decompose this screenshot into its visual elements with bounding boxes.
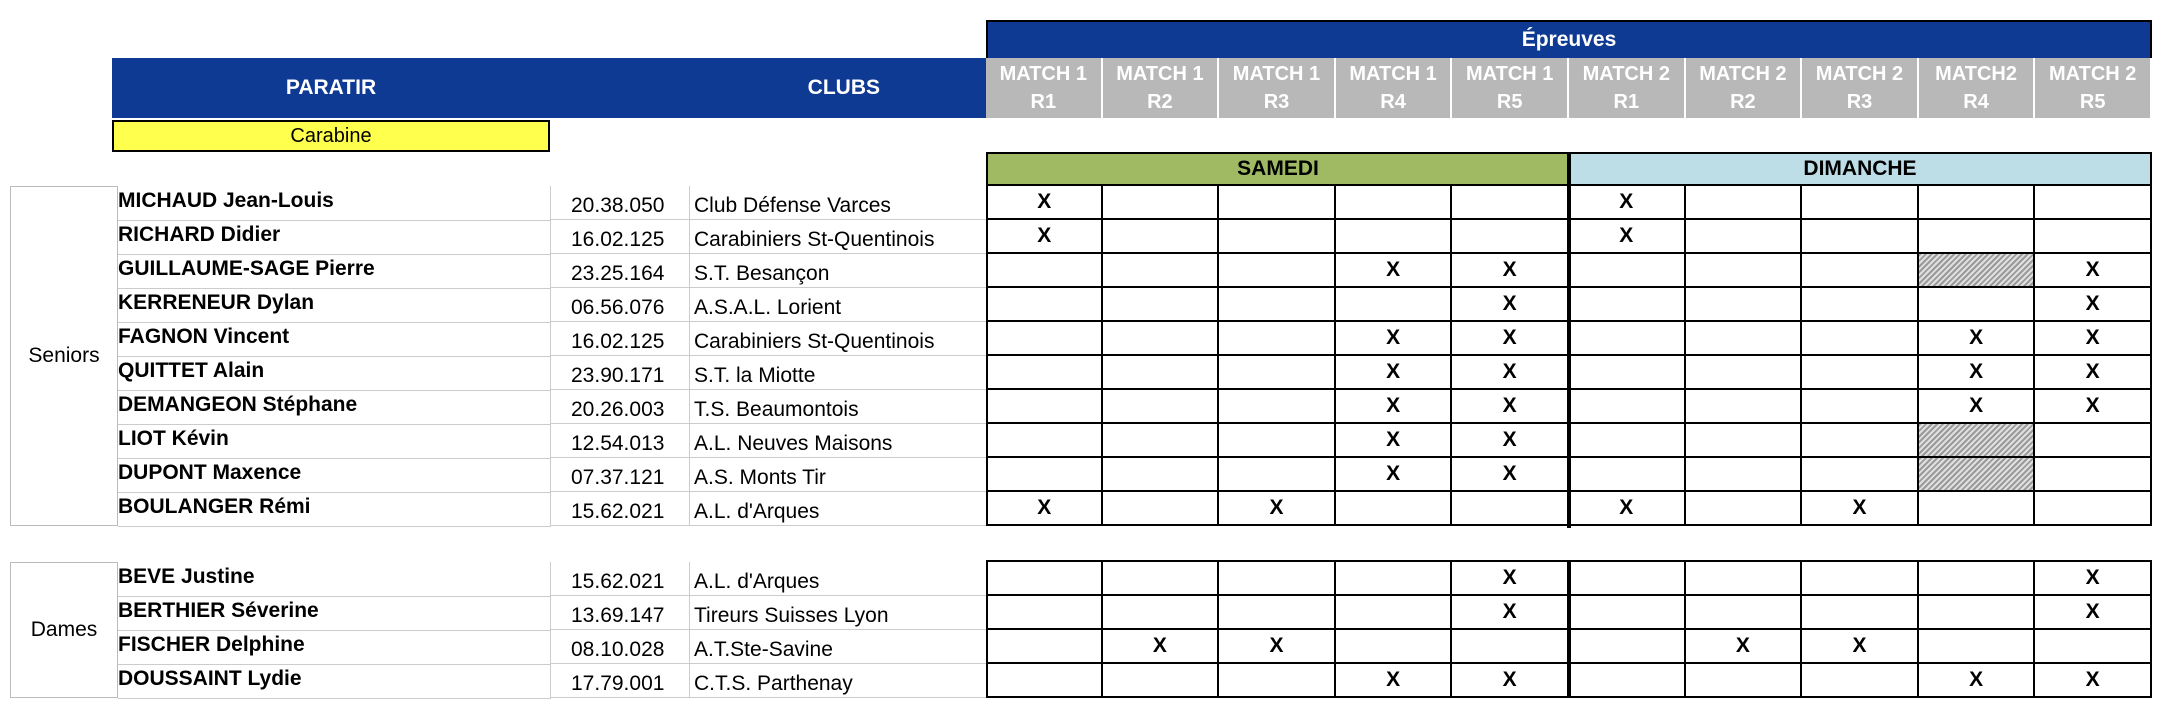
participant-name: DOUSSAINT Lydie [118, 664, 551, 699]
match-cell-6 [1569, 254, 1686, 288]
match-cell-3 [1219, 630, 1336, 664]
match-cell-9 [1919, 560, 2036, 596]
license-number: 16.02.125 [550, 220, 690, 254]
match-cell-3 [1219, 254, 1336, 288]
club-name: A.T.Ste-Savine [690, 630, 986, 664]
match-cell-2 [1103, 322, 1220, 356]
table-row [0, 254, 2168, 288]
match-cell-7 [1686, 458, 1803, 492]
day-divider-seniors [1567, 152, 1571, 528]
match-cell-1 [986, 220, 1103, 254]
match-cell-5 [1452, 630, 1569, 664]
attendance-mark: X [1386, 668, 1401, 691]
match-header-1 [986, 58, 1103, 118]
attendance-mark: X [1969, 668, 1984, 691]
license-number: 12.54.013 [550, 424, 690, 458]
participant-name: LIOT Kévin [118, 424, 551, 459]
table-row [0, 424, 2168, 458]
match-cell-8 [1802, 424, 1919, 458]
match-cell-2 [1103, 596, 1220, 630]
match-cell-8 [1802, 630, 1919, 664]
participant-name: BERTHIER Séverine [118, 596, 551, 631]
match-cell-1 [986, 630, 1103, 664]
participant-name: DUPONT Maxence [118, 458, 551, 493]
match-cell-6 [1569, 356, 1686, 390]
license-number: 23.25.164 [550, 254, 690, 288]
day-divider-dames [1567, 562, 1571, 698]
match-cell-6 [1569, 288, 1686, 322]
match-cell-3 [1219, 560, 1336, 596]
match-cell-4 [1336, 560, 1453, 596]
match-cell-1 [986, 356, 1103, 390]
match-cell-1 [986, 596, 1103, 630]
match-header-line1: MATCH 1 [1349, 63, 1437, 85]
match-header-7 [1686, 58, 1803, 118]
match-cell-3 [1219, 390, 1336, 424]
match-cell-10 [2035, 254, 2152, 288]
group-label-text: Seniors [28, 344, 100, 367]
match-header-line2: R5 [2079, 91, 2106, 113]
match-cell-5 [1452, 424, 1569, 458]
match-cell-4 [1336, 390, 1453, 424]
attendance-mark: X [1502, 600, 1517, 623]
match-cell-4 [1336, 424, 1453, 458]
license-number: 06.56.076 [550, 288, 690, 322]
match-cell-2 [1103, 254, 1220, 288]
match-cell-4 [1336, 630, 1453, 664]
match-cell-9 [1919, 288, 2036, 322]
table-row [0, 562, 2168, 596]
match-cell-6 [1569, 664, 1686, 698]
attendance-mark: X [1386, 326, 1401, 349]
match-cell-3 [1219, 288, 1336, 322]
club-name: S.T. Besançon [690, 254, 986, 288]
match-cell-10 [2035, 288, 2152, 322]
match-header-line2: R1 [1030, 91, 1057, 113]
attendance-mark: X [1852, 634, 1867, 657]
epreuves-header [986, 20, 2152, 58]
match-cell-9 [1919, 322, 2036, 356]
attendance-mark: X [2085, 326, 2100, 349]
match-cell-8 [1802, 288, 1919, 322]
match-cell-5 [1452, 390, 1569, 424]
clubs-header [550, 58, 986, 118]
participant-name: KERRENEUR Dylan [118, 288, 551, 323]
attendance-mark: X [1619, 496, 1634, 519]
club-name: C.T.S. Parthenay [690, 664, 986, 698]
match-cell-1 [986, 458, 1103, 492]
license-number: 23.90.171 [550, 356, 690, 390]
attendance-mark: X [1502, 326, 1517, 349]
participant-name: RICHARD Didier [118, 220, 551, 255]
match-cell-8 [1802, 254, 1919, 288]
match-cell-5 [1452, 458, 1569, 492]
attendance-mark: X [2085, 566, 2100, 589]
match-cell-10 [2035, 458, 2152, 492]
match-cell-1 [986, 322, 1103, 356]
attendance-mark: X [1269, 496, 1284, 519]
attendance-mark: X [1969, 394, 1984, 417]
table-row [0, 186, 2168, 220]
table-row [0, 288, 2168, 322]
match-cell-9 [1919, 390, 2036, 424]
club-name: A.L. d'Arques [690, 562, 986, 596]
match-header-line2: R3 [1846, 91, 1873, 113]
license-number: 20.38.050 [550, 186, 690, 220]
match-cell-5 [1452, 356, 1569, 390]
match-cell-4 [1336, 254, 1453, 288]
table-row [0, 322, 2168, 356]
match-cell-7 [1686, 184, 1803, 220]
club-name: Carabiniers St-Quentinois [690, 322, 986, 356]
attendance-mark: X [1386, 360, 1401, 383]
match-cell-4 [1336, 322, 1453, 356]
match-cell-5 [1452, 254, 1569, 288]
match-header-line2: R3 [1263, 91, 1290, 113]
attendance-mark: X [2085, 292, 2100, 315]
match-cell-10 [2035, 630, 2152, 664]
match-cell-4 [1336, 220, 1453, 254]
match-cell-5 [1452, 184, 1569, 220]
match-header-line2: R4 [1380, 91, 1406, 113]
match-header-line1: MATCH 2 [2048, 63, 2137, 85]
match-cell-8 [1802, 664, 1919, 698]
table-row [0, 458, 2168, 492]
participant-name: BEVE Justine [118, 562, 551, 597]
match-cell-7 [1686, 356, 1803, 390]
club-name: A.S.A.L. Lorient [690, 288, 986, 322]
epreuves-label: Épreuves [1521, 28, 1617, 51]
match-cell-2 [1103, 664, 1220, 698]
attendance-mark: X [1502, 360, 1517, 383]
match-header-line2: R4 [1963, 91, 1989, 113]
match-header-6 [1569, 58, 1686, 118]
match-cell-3 [1219, 356, 1336, 390]
match-cell-7 [1686, 560, 1803, 596]
attendance-mark: X [1735, 634, 1750, 657]
match-header-line1: MATCH 1 [1116, 63, 1204, 85]
match-cell-1 [986, 390, 1103, 424]
paratir-header [112, 58, 550, 118]
participant-name: MICHAUD Jean-Louis [118, 186, 551, 221]
match-cell-7 [1686, 492, 1803, 526]
match-cell-6 [1569, 630, 1686, 664]
table-row [0, 492, 2168, 526]
match-cell-10 [2035, 424, 2152, 458]
match-header-line1: MATCH 1 [1465, 63, 1554, 85]
license-number: 17.79.001 [550, 664, 690, 698]
match-cell-7 [1686, 424, 1803, 458]
match-cell-8 [1802, 220, 1919, 254]
license-number: 13.69.147 [550, 596, 690, 630]
table-row [0, 390, 2168, 424]
match-cell-7 [1686, 220, 1803, 254]
match-cell-6 [1569, 596, 1686, 630]
match-cell-4 [1336, 356, 1453, 390]
match-cell-1 [986, 492, 1103, 526]
match-header-9 [1919, 58, 2036, 118]
club-name: A.L. Neuves Maisons [690, 424, 986, 458]
match-cell-3 [1219, 322, 1336, 356]
match-cell-1 [986, 254, 1103, 288]
match-cell-9 [1919, 596, 2036, 630]
clubs-label: CLUBS [807, 76, 880, 99]
attendance-mark: X [2085, 668, 2100, 691]
match-cell-5 [1452, 560, 1569, 596]
match-cell-9 [1919, 664, 2036, 698]
match-cell-9 [1919, 424, 2036, 458]
attendance-mark: X [1619, 190, 1634, 213]
match-cell-3 [1219, 492, 1336, 526]
match-cell-8 [1802, 458, 1919, 492]
attendance-mark: X [2085, 360, 2100, 383]
match-header-line1: MATCH2 [1935, 63, 2018, 85]
match-header-line2: R2 [1147, 91, 1173, 113]
match-cell-3 [1219, 664, 1336, 698]
samedi-label: SAMEDI [1237, 157, 1319, 180]
match-cell-2 [1103, 560, 1220, 596]
carabine-text: Carabine [290, 124, 372, 147]
participant-name: FAGNON Vincent [118, 322, 551, 357]
match-cell-8 [1802, 322, 1919, 356]
club-name: A.S. Monts Tir [690, 458, 986, 492]
match-cell-9 [1919, 184, 2036, 220]
attendance-mark: X [1037, 496, 1052, 519]
match-cell-10 [2035, 492, 2152, 526]
match-cell-8 [1802, 492, 1919, 526]
club-name: Carabiniers St-Quentinois [690, 220, 986, 254]
group-label-text: Dames [30, 618, 98, 641]
dimanche-header [1570, 152, 2152, 186]
match-cell-7 [1686, 630, 1803, 664]
match-cell-8 [1802, 596, 1919, 630]
license-number: 07.37.121 [550, 458, 690, 492]
match-cell-8 [1802, 184, 1919, 220]
license-number: 08.10.028 [550, 630, 690, 664]
attendance-mark: X [1037, 190, 1052, 213]
attendance-mark: X [1502, 292, 1517, 315]
match-header-2 [1103, 58, 1220, 118]
match-cell-7 [1686, 254, 1803, 288]
match-cell-6 [1569, 322, 1686, 356]
attendance-mark: X [1502, 462, 1517, 485]
match-cell-4 [1336, 184, 1453, 220]
match-cell-7 [1686, 390, 1803, 424]
match-cell-1 [986, 560, 1103, 596]
license-number: 15.62.021 [550, 492, 690, 526]
attendance-mark: X [1502, 394, 1517, 417]
match-header-line2: R1 [1613, 91, 1640, 113]
license-number: 15.62.021 [550, 562, 690, 596]
paratir-label: PARATIR [285, 76, 377, 99]
attendance-mark: X [1386, 394, 1401, 417]
match-cell-5 [1452, 664, 1569, 698]
attendance-mark: X [1386, 428, 1401, 451]
club-name: Tireurs Suisses Lyon [690, 596, 986, 630]
match-cell-8 [1802, 560, 1919, 596]
match-cell-1 [986, 664, 1103, 698]
match-cell-9 [1919, 458, 2036, 492]
match-cell-6 [1569, 390, 1686, 424]
match-cell-6 [1569, 220, 1686, 254]
match-cell-1 [986, 288, 1103, 322]
table-row [0, 356, 2168, 390]
match-header-8 [1802, 58, 1919, 118]
match-cell-10 [2035, 664, 2152, 698]
match-header-line1: MATCH 1 [1232, 63, 1321, 85]
match-cell-5 [1452, 220, 1569, 254]
match-cell-7 [1686, 664, 1803, 698]
match-cell-9 [1919, 630, 2036, 664]
match-cell-6 [1569, 424, 1686, 458]
match-header-line2: R2 [1730, 91, 1756, 113]
match-cell-6 [1569, 492, 1686, 526]
match-cell-7 [1686, 288, 1803, 322]
match-cell-2 [1103, 424, 1220, 458]
match-cell-2 [1103, 492, 1220, 526]
match-cell-7 [1686, 596, 1803, 630]
match-cell-5 [1452, 288, 1569, 322]
table-row [0, 596, 2168, 630]
attendance-mark: X [1852, 496, 1867, 519]
match-cell-4 [1336, 288, 1453, 322]
match-cell-2 [1103, 356, 1220, 390]
attendance-mark: X [1386, 462, 1401, 485]
match-cell-8 [1802, 356, 1919, 390]
match-cell-2 [1103, 630, 1220, 664]
match-header-line1: MATCH 2 [1815, 63, 1904, 85]
dimanche-label: DIMANCHE [1803, 157, 1917, 180]
match-cell-4 [1336, 492, 1453, 526]
attendance-mark: X [2085, 258, 2100, 281]
license-number: 20.26.003 [550, 390, 690, 424]
match-cell-6 [1569, 560, 1686, 596]
club-name: S.T. la Miotte [690, 356, 986, 390]
match-cell-3 [1219, 458, 1336, 492]
match-cell-4 [1336, 664, 1453, 698]
attendance-mark: X [1969, 360, 1984, 383]
attendance-mark: X [1502, 258, 1517, 281]
match-cell-10 [2035, 322, 2152, 356]
participant-name: GUILLAUME-SAGE Pierre [118, 254, 551, 289]
attendance-mark: X [1969, 326, 1984, 349]
attendance-mark: X [1502, 668, 1517, 691]
match-cell-9 [1919, 254, 2036, 288]
attendance-mark: X [1502, 428, 1517, 451]
participant-name: DEMANGEON Stéphane [118, 390, 551, 425]
club-name: T.S. Beaumontois [690, 390, 986, 424]
carabine-label [112, 120, 550, 152]
participant-name: QUITTET Alain [118, 356, 551, 391]
match-cell-1 [986, 424, 1103, 458]
match-cell-9 [1919, 492, 2036, 526]
match-header-4 [1336, 58, 1453, 118]
match-cell-10 [2035, 184, 2152, 220]
match-cell-10 [2035, 220, 2152, 254]
match-cell-10 [2035, 390, 2152, 424]
participant-name: FISCHER Delphine [118, 630, 551, 665]
attendance-mark: X [1502, 566, 1517, 589]
match-cell-1 [986, 184, 1103, 220]
match-cell-9 [1919, 220, 2036, 254]
match-cell-2 [1103, 458, 1220, 492]
match-cell-8 [1802, 390, 1919, 424]
match-cell-2 [1103, 184, 1220, 220]
match-header-10 [2035, 58, 2152, 118]
match-header-line2: R5 [1496, 91, 1523, 113]
match-cell-2 [1103, 390, 1220, 424]
match-header-3 [1219, 58, 1336, 118]
match-cell-5 [1452, 322, 1569, 356]
table-row [0, 630, 2168, 664]
match-header-5 [1452, 58, 1569, 118]
match-cell-5 [1452, 596, 1569, 630]
match-cell-3 [1219, 424, 1336, 458]
match-header-line1: MATCH 2 [1699, 63, 1787, 85]
match-cell-10 [2035, 596, 2152, 630]
attendance-mark: X [2085, 394, 2100, 417]
match-cell-5 [1452, 492, 1569, 526]
match-cell-2 [1103, 288, 1220, 322]
attendance-mark: X [1152, 634, 1167, 657]
table-row [0, 664, 2168, 698]
table-row [0, 220, 2168, 254]
attendance-mark: X [1269, 634, 1284, 657]
attendance-mark: X [1619, 224, 1634, 247]
match-cell-4 [1336, 458, 1453, 492]
participant-name: BOULANGER Rémi [118, 492, 551, 527]
club-name: A.L. d'Arques [690, 492, 986, 526]
attendance-mark: X [1386, 258, 1401, 281]
match-header-line1: MATCH 2 [1582, 63, 1670, 85]
attendance-mark: X [2085, 600, 2100, 623]
match-cell-6 [1569, 458, 1686, 492]
match-header-line1: MATCH 1 [999, 63, 1087, 85]
match-cell-3 [1219, 184, 1336, 220]
license-number: 16.02.125 [550, 322, 690, 356]
match-cell-9 [1919, 356, 2036, 390]
samedi-header [986, 152, 1570, 186]
match-cell-6 [1569, 184, 1686, 220]
match-cell-10 [2035, 560, 2152, 596]
attendance-mark: X [1037, 224, 1052, 247]
match-cell-7 [1686, 322, 1803, 356]
match-cell-3 [1219, 220, 1336, 254]
match-cell-4 [1336, 596, 1453, 630]
match-cell-2 [1103, 220, 1220, 254]
match-cell-3 [1219, 596, 1336, 630]
match-cell-10 [2035, 356, 2152, 390]
club-name: Club Défense Varces [690, 186, 986, 220]
